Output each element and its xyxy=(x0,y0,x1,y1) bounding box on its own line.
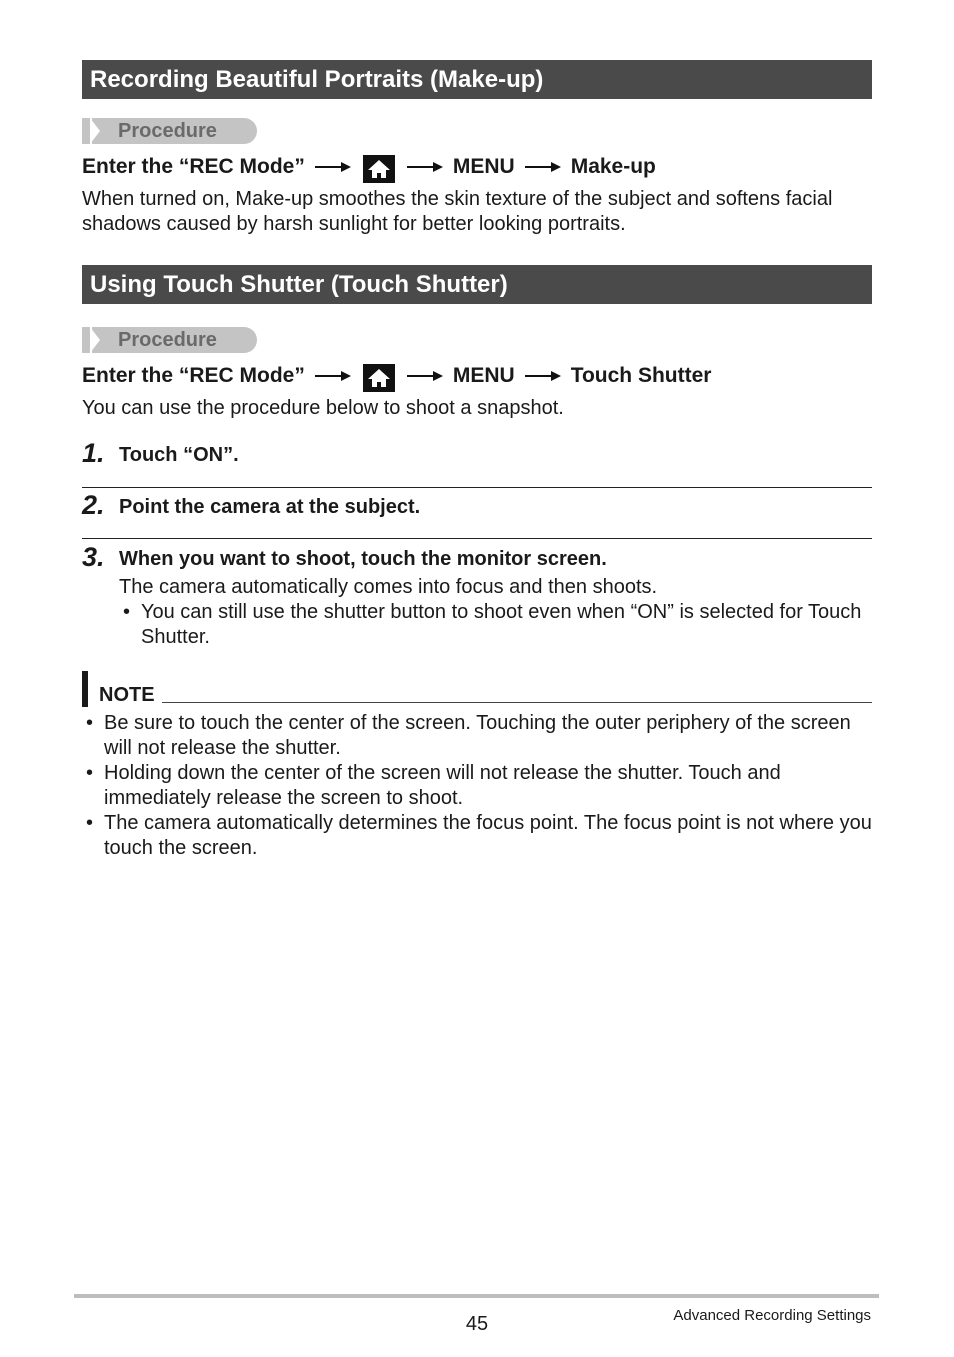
path-menu: MENU xyxy=(452,364,515,387)
section-title-touch-shutter: Using Touch Shutter (Touch Shutter) xyxy=(82,265,872,304)
procedure-badge xyxy=(82,327,257,353)
note-label: NOTE xyxy=(99,684,155,706)
right-arrow-icon xyxy=(523,160,563,174)
step-bullet-text: You can still use the shutter button to shoot even when “ON” is selected for Touch Shutter. xyxy=(141,601,862,648)
touch-shutter-description: You can use the procedure below to shoot a snapshot. xyxy=(82,397,564,419)
right-arrow-icon xyxy=(313,160,353,174)
step-number: 2. xyxy=(82,490,105,520)
right-arrow-icon xyxy=(523,369,563,383)
step-number: 1. xyxy=(82,438,105,468)
path-prefix: Enter the “REC Mode” xyxy=(82,364,305,387)
procedure-badge xyxy=(82,118,257,144)
home-icon xyxy=(363,155,395,183)
step-text: Point the camera at the subject. xyxy=(119,496,421,518)
note-marker xyxy=(82,671,88,707)
step-text: Touch “ON”. xyxy=(119,444,239,466)
step-divider xyxy=(82,538,872,539)
path-target: Touch Shutter xyxy=(570,364,712,387)
note-divider xyxy=(162,702,872,703)
path-menu: MENU xyxy=(452,155,515,178)
note-item-text: Be sure to touch the center of the screen. Touching the outer periphery of the screen will not release the shutter. xyxy=(104,712,851,759)
procedure-label: Procedure xyxy=(118,329,217,351)
menu-path-makeup xyxy=(82,152,656,182)
path-prefix: Enter the “REC Mode” xyxy=(82,155,305,178)
page-number: 45 xyxy=(465,1313,489,1335)
note-item-text: Holding down the center of the screen will not release the shutter. Touch and immediately release the screen to shoot. xyxy=(104,762,781,809)
chapter-title: Advanced Recording Settings xyxy=(673,1307,871,1324)
procedure-label: Procedure xyxy=(118,120,217,142)
section-title-makeup: Recording Beautiful Portraits (Make-up) xyxy=(82,60,872,99)
step-divider xyxy=(82,487,872,488)
home-icon xyxy=(363,364,395,392)
note-item-text: The camera automatically determines the focus point. The focus point is not where you touch the screen. xyxy=(104,812,872,859)
step-detail: The camera automatically comes into focus and then shoots. xyxy=(119,576,658,598)
right-arrow-icon xyxy=(313,369,353,383)
makeup-description: When turned on, Make-up smoothes the skin texture of the subject and softens facial shadows caused by harsh sunlight for better looking portraits. xyxy=(82,188,833,235)
step-number: 3. xyxy=(82,542,105,572)
step-text: When you want to shoot, touch the monitor screen. xyxy=(119,548,607,570)
footer-divider xyxy=(74,1294,879,1298)
right-arrow-icon xyxy=(405,160,445,174)
path-target: Make-up xyxy=(570,155,656,178)
menu-path-touch-shutter xyxy=(82,361,711,391)
right-arrow-icon xyxy=(405,369,445,383)
